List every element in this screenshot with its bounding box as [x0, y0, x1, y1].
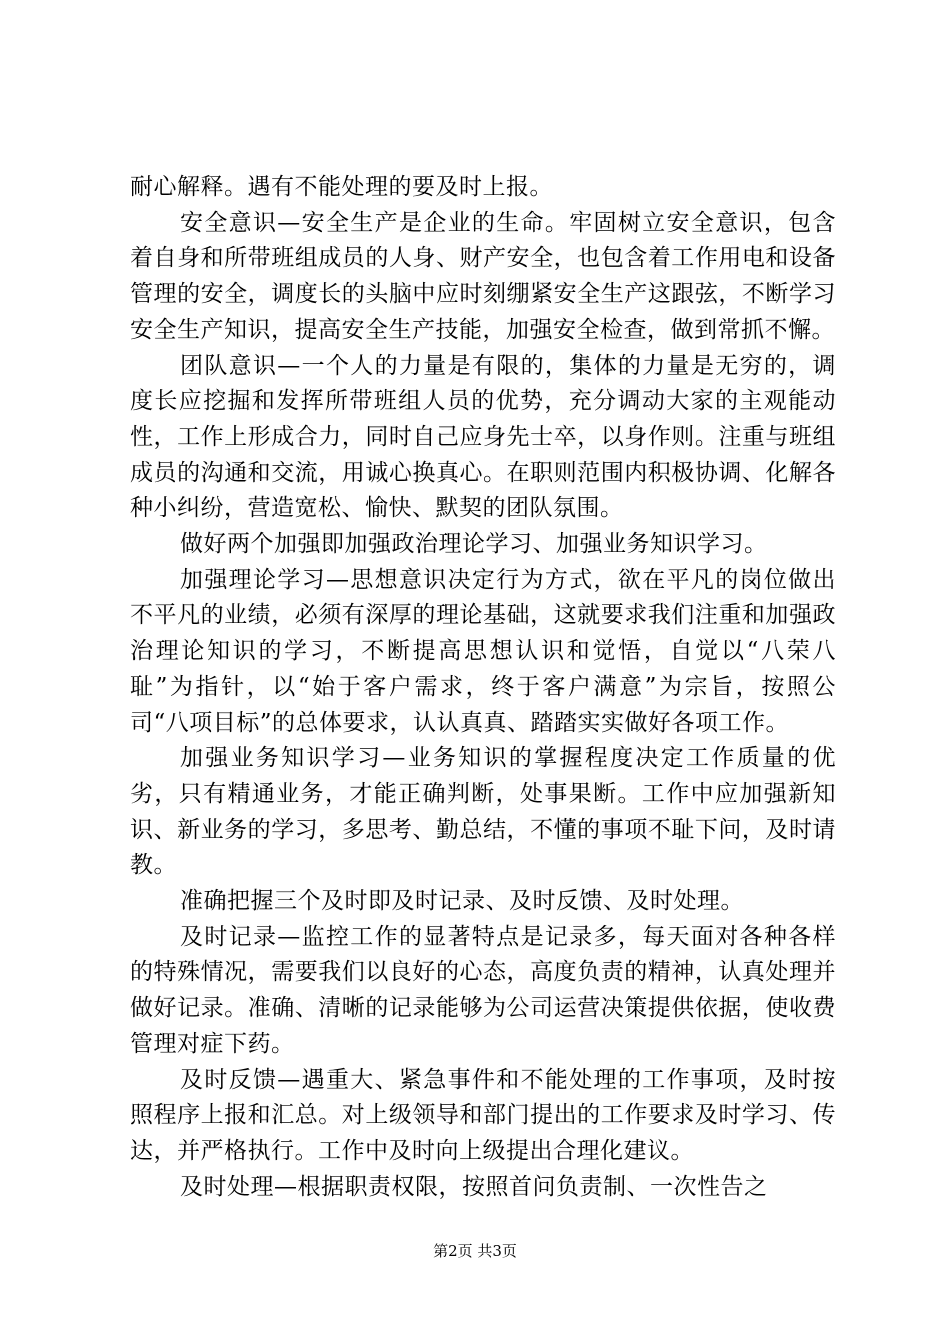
paragraph-2: 安全意识—安全生产是企业的生命。牢固树立安全意识，包含着自身和所带班组成员的人身、财产安全，也包含着工作用电和设备管理的安全，调度长的头脑中应时刻绷紧安全生产这跟弦，不断学习安全生产知识，提高安全生产技能，加强安全检查，做到常抓不懈。: [130, 209, 836, 343]
paragraph-10: 及时处理—根据职责权限，按照首问负责制、一次性告之: [180, 1173, 768, 1200]
document-body: [130, 170, 836, 1205]
paragraph-5: 加强理论学习—思想意识决定行为方式，欲在平凡的岗位做出不平凡的业绩，必须有深厚的理论基础，这就要求我们注重和加强政治理论知识的学习，不断提高思想认识和觉悟，自觉以“八荣八耻”为指针，以“始于客户需求，终于客户满意”为宗旨，按照公司“八项目标”的总体要求，认认真真、踏踏实实做好各项工作。: [130, 566, 836, 736]
paragraph-9: 及时反馈—遇重大、紧急事件和不能处理的工作事项，及时按照程序上报和汇总。对上级领导和部门提出的工作要求及时学习、传达，并严格执行。工作中及时向上级提出合理化建议。: [130, 1066, 836, 1164]
paragraph-4: 做好两个加强即加强政治理论学习、加强业务知识学习。: [180, 531, 768, 558]
page-number-footer: 第2页 共3页: [433, 1242, 517, 1260]
paragraph-6: 加强业务知识学习—业务知识的掌握程度决定工作质量的优劣，只有精通业务，才能正确判断，处事果断。工作中应加强新知识、新业务的学习，多思考、勤总结，不懂的事项不耻下问，及时请教。: [130, 745, 836, 879]
paragraph-7: 准确把握三个及时即及时记录、及时反馈、及时处理。: [180, 888, 744, 915]
paragraph-8: 及时记录—监控工作的显著特点是记录多，每天面对各种各样的特殊情况，需要我们以良好的心态，高度负责的精神，认真处理并做好记录。准确、清晰的记录能够为公司运营决策提供依据，使收费管理对症下药。: [130, 923, 836, 1057]
paragraph-3: 团队意识—一个人的力量是有限的，集体的力量是无穷的，调度长应挖掘和发挥所带班组人员的优势，充分调动大家的主观能动性，工作上形成合力，同时自己应身先士卒，以身作则。注重与班组成员的沟通和交流，用诚心换真心。在职则范围内积极协调、化解各种小纠纷，营造宽松、愉快、默契的团队氛围。: [130, 352, 836, 522]
paragraph-1: 耐心解释。遇有不能处理的要及时上报。: [130, 174, 553, 200]
